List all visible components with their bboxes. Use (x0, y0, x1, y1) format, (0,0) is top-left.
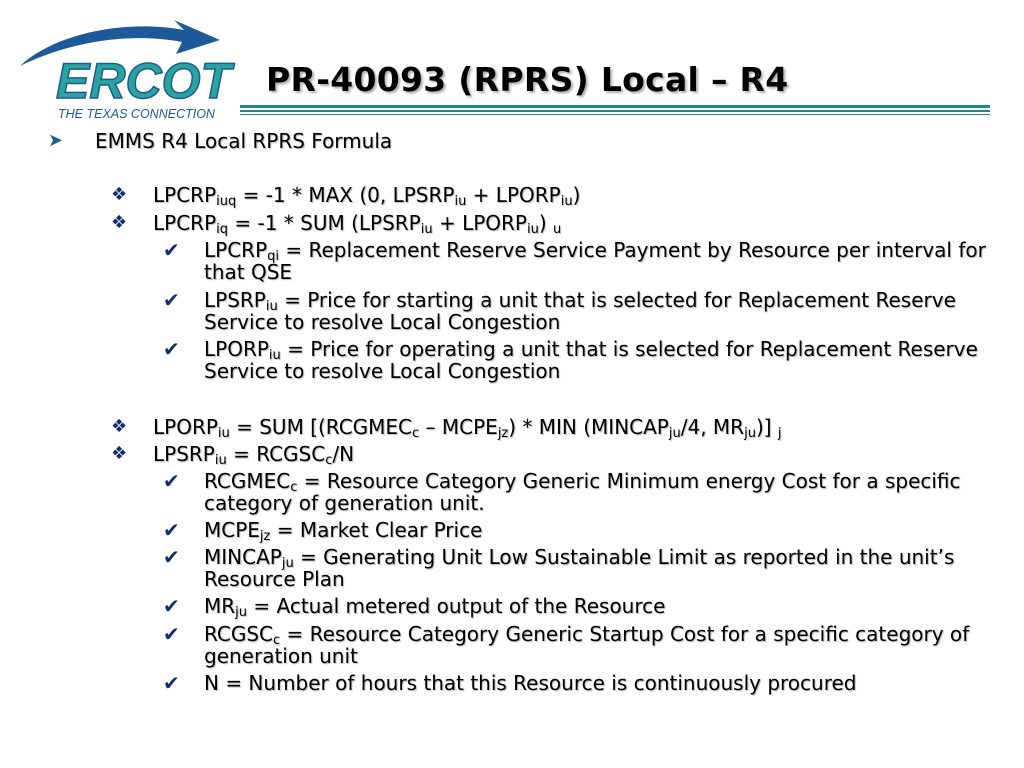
slide-title: PR-40093 (RPRS) Local – R4 (266, 60, 789, 99)
ercot-swoosh-icon (14, 14, 240, 126)
checkmark-icon: ✔ (163, 671, 180, 695)
checkmark-icon: ✔ (163, 469, 180, 493)
definition-item: $MCPE_{jz}$ = Market Clear Price (204, 518, 483, 544)
definition-item: $MINCAP_{ju}$ = Generating Unit Low Sustainable Limit as reported in the unit’s Resource Plan (204, 545, 955, 591)
definition-item: $LPCRP_{qi}$ = Replacement Reserve Service Payment by Resource per interval for that QSE (204, 238, 986, 284)
list-item: EMMS R4 Local RPRS Formula (95, 129, 393, 153)
definition-item: $LPSRP_{iu}$ = Price for starting a unit that is selected for Replacement Reserve Service to resolve Local Congestion (204, 288, 956, 334)
svg-text:ERCOT: ERCOT (56, 53, 231, 109)
checkmark-icon: ✔ (163, 288, 180, 312)
arrow-bullet-icon: ➤ (48, 130, 64, 151)
title-underline (240, 105, 990, 108)
checkmark-icon: ✔ (163, 545, 180, 569)
title-underline (240, 114, 990, 115)
checkmark-icon: ✔ (163, 337, 180, 361)
formula-item: $LPSRP_{iu}$ = $RCGSC_c/N$ (153, 442, 355, 468)
checkmark-icon: ✔ (163, 238, 180, 262)
checkmark-icon: ✔ (163, 622, 180, 646)
formula-item: $LPORP_{iu}$ = SUM [($RCGMEC_c$ – $MCPE_{jz}$) * MIN ($MINCAP_{ju}/4$, $MR_{ju}$)] $_j$ (153, 415, 782, 441)
formula-item: $LPCRP_{iq} = -1$ * SUM ($LPSRP_{iu}$ + $LPORP_{iu}$) $_u$ (153, 211, 562, 237)
definition-item: $LPORP_{iu}$ = Price for operating a unit that is selected for Replacement Reserve Service to resolve Local Congestion (204, 337, 978, 383)
diamond-bullet-icon: ❖ (111, 184, 128, 205)
definition-item: $RCGMEC_c$ = Resource Category Generic Minimum energy Cost for a specific category of generation unit. (204, 469, 961, 515)
diamond-bullet-icon: ❖ (111, 443, 128, 464)
checkmark-icon: ✔ (163, 594, 180, 618)
definition-item: $RCGSC_c$ = Resource Category Generic Startup Cost for a specific category of generation unit (204, 622, 970, 668)
diamond-bullet-icon: ❖ (111, 212, 128, 233)
definition-item: N = Number of hours that this Resource is continuously procured (204, 671, 857, 695)
definition-item: $MR_{ju}$ = Actual metered output of the Resource (204, 594, 666, 620)
formula-item: $LPCRP_{iuq} = -1$ * MAX (0, $LPSRP_{iu}$ + $LPORP_{iu}$) (153, 183, 581, 209)
diamond-bullet-icon: ❖ (111, 416, 128, 437)
svg-text:THE TEXAS CONNECTION: THE TEXAS CONNECTION (58, 107, 215, 121)
title-underline (240, 110, 990, 112)
ercot-logo (14, 14, 240, 126)
checkmark-icon: ✔ (163, 518, 180, 542)
